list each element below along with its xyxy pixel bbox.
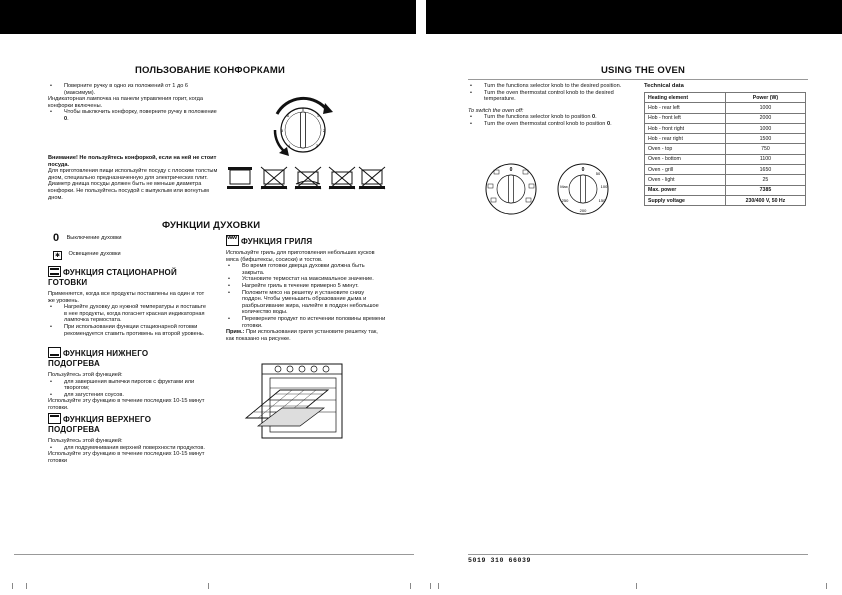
hob-warning-text: Для приготовления пищи используйте посуду с плоским толстым дном, специально предназначенную для электрических плит. Диаметр днища посуды должен быть не меньше диаметра конфорки. Не пользуйтесь посудой с выпуклым или вогнутым дном. [48, 168, 218, 201]
using-oven-bullet-4: • Turn the oven thermostat control knob to position 0. [468, 121, 628, 128]
using-oven-bullet-2: • Turn the oven thermostat control knob to the desired temperature. [468, 90, 628, 103]
page-left [0, 34, 416, 595]
using-oven-bullet-1: • Turn the functions selector knob to the desired position. [468, 83, 628, 90]
pot-wrong-1-icon [261, 167, 287, 189]
table-row: Oven - light 25 [645, 175, 806, 185]
functions-selector-knob [484, 162, 538, 216]
title-rule [468, 79, 808, 80]
table-row: Hob - rear left 1000 [645, 103, 806, 113]
grill-function-title: vvvvФУНКЦИЯ ГРИЛЯ [226, 235, 312, 247]
svg-text:Max: Max [560, 184, 568, 189]
left-footer-rule [14, 554, 414, 555]
static-function-title: ФУНКЦИЯ СТАЦИОНАРНОЙ ГОТОВКИ [48, 268, 177, 287]
using-oven-title: USING THE OVEN [601, 65, 686, 76]
pot-wrong-4-icon [359, 167, 385, 189]
upper-heat-title: ФУНКЦИЯ ВЕРХНЕГО ПОДОГРЕВА [48, 415, 152, 434]
hob-warning-block [48, 155, 220, 201]
hob-bullet-2: • Чтобы выключить конфорку, поверните ручку в положение 0. [48, 109, 220, 122]
lower-heat-title: ФУНКЦИЯ НИЖНЕГО ПОДОГРЕВА [48, 349, 149, 368]
hob-knob-label-0: 0 [301, 107, 305, 112]
table-row: Hob - rear right 1500 [645, 134, 806, 144]
table-row: Hob - front right 1000 [645, 123, 806, 133]
hob-section-title: ПОЛЬЗОВАНИЕ КОНФОРКАМИ [135, 65, 286, 76]
oven-rack-illustration [244, 360, 344, 440]
grill-function-text: Используйте гриль для приготовления небольших кусков мяса (бифштексы, сосиски) и тостов. • Во время готовки дверца духовки должна быть закрыта. • Установите термостат на максимальное значение. • Нагрейте гриль в течение примерно 5 минут. • Положите мясо на решетку и установите снизу поддон. Чтобы уменьшить образование дыма и разбрызгивание жира, налейте в поддон небольшое количество воды. • Переверните продукт по истечении половины времени готовки. Прим.: При использовании гриля установите решетку так, как показано на рисунке. [226, 250, 386, 342]
table-row: Oven - bottom 1100 [645, 154, 806, 164]
svg-text:2: 2 [322, 128, 326, 133]
oven-light-icon: ✱ [54, 253, 61, 259]
svg-text:3: 3 [315, 143, 319, 148]
functions-knob-off-label: 0 [509, 167, 513, 173]
table-row: Hob - front left 2000 [645, 113, 806, 123]
hob-indicator-text: Индикаторная лампочка на панели управления горит, когда конфорки включены. [48, 96, 203, 109]
page-right [426, 34, 842, 595]
svg-text:250: 250 [561, 198, 569, 203]
lower-heat-icon [48, 347, 61, 358]
svg-text:4: 4 [287, 143, 291, 148]
svg-text:50: 50 [595, 171, 601, 176]
svg-text:5: 5 [280, 128, 284, 133]
oven-off-label: Выключение духовки [66, 235, 122, 241]
oven-light-label: Освещение духовки [68, 251, 121, 257]
technical-data-title: Technical data [644, 83, 684, 89]
hob-warning-heading: Внимание! Не пользуйтесь конфоркой, если на ней не стоит посуда. [48, 155, 217, 168]
pot-wrong-3-icon [329, 167, 355, 189]
oven-off-symbol: 0 [53, 232, 60, 244]
document-code: 5019 310 66039 [468, 557, 532, 564]
cookware-pictograms [226, 162, 386, 194]
pot-correct-icon [227, 167, 253, 189]
technical-data-table [644, 92, 806, 206]
switch-off-heading: To switch the oven off: [468, 107, 524, 114]
oven-functions-title: ФУНКЦИИ ДУХОВКИ [162, 220, 261, 231]
hob-bullet-1: • Поверните ручку в одно из положений от 1 до 6 (максимум). [48, 83, 220, 96]
hob-instructions [48, 83, 220, 123]
static-function-icon [48, 266, 61, 277]
header-bar-left [0, 0, 416, 34]
using-oven-text [468, 83, 628, 128]
table-row: Oven - grill 1650 [645, 165, 806, 175]
pot-wrong-2-icon [295, 167, 321, 189]
thermostat-knob [556, 162, 610, 216]
svg-text:100: 100 [600, 184, 608, 189]
table-row: Max. power 7385 [645, 185, 806, 195]
grill-icon [226, 235, 239, 246]
header-bar-right [426, 0, 842, 34]
upper-heat-icon [48, 413, 61, 424]
svg-text:0: 0 [581, 167, 585, 173]
svg-text:1: 1 [316, 113, 320, 118]
svg-text:150: 150 [598, 198, 606, 203]
svg-text:6: 6 [286, 113, 290, 118]
using-oven-bullet-3: • Turn the functions selector knob to position 0. [468, 114, 628, 121]
right-footer-rule [468, 554, 808, 555]
table-row: Oven - top 750 [645, 144, 806, 154]
table-header-row: Heating element Power (W) [645, 93, 806, 103]
table-row: Supply voltage 230/400 V, 50 Hz [645, 195, 806, 205]
upper-heat-text: Пользуйтесь этой функцией: • для подрумянивания верхней поверхности продуктов. Используйте эту функцию в течение последних 10-15 минут готовки [48, 438, 208, 464]
static-function-text: Применяется, когда все продукты поставлены на один и тот же уровень. • Нагрейте духовку до нужной температуры и поставьте в нее продукты, когда погаснет красная индикаторная лампочка термостата. • При использовании функции стационарной готовки рекомендуется ставить противень на второй уровень. [48, 291, 208, 337]
lower-heat-text: Пользуйтесь этой функцией: • для завершения выпечки пирогов с фруктами или творогом; • для загустения соусов. Используйте эту функцию в течение последних 10-15 минут готовки. [48, 372, 208, 412]
svg-text:200: 200 [579, 208, 587, 213]
hob-knob-illustration [265, 90, 341, 166]
